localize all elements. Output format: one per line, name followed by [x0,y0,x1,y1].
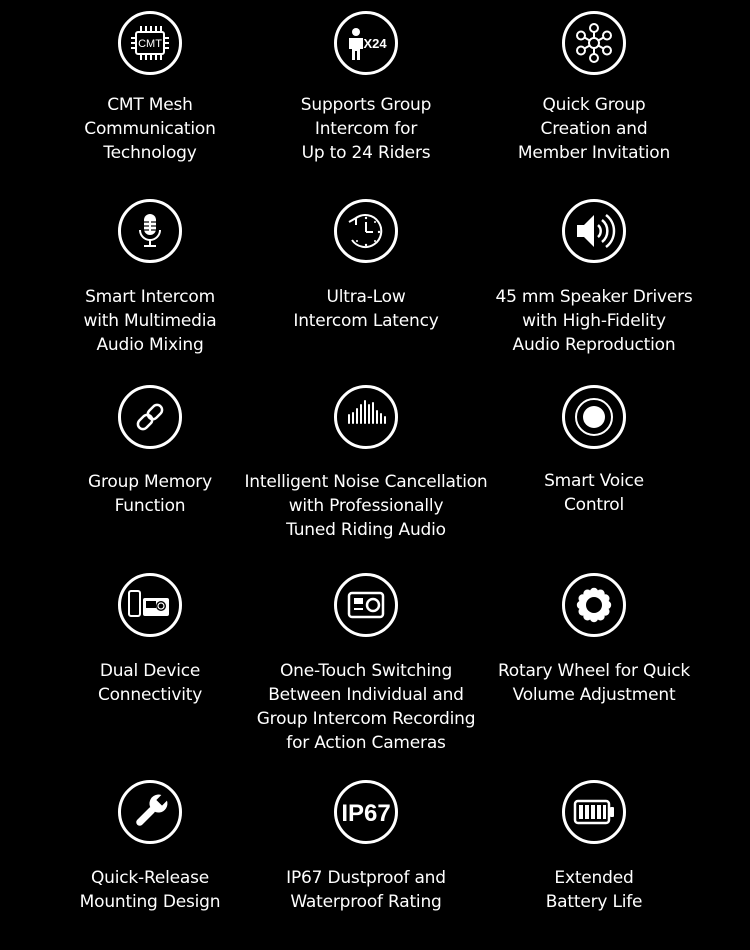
feature-label-line: Quick Group [542,95,646,115]
feature-label-line: 45 mm Speaker Drivers [495,287,693,307]
feature-label-line: Volume Adjustment [512,685,676,705]
feature-label-line: Battery Life [545,892,643,912]
feature-label [241,470,491,542]
feature-one-touch-switching [241,573,491,755]
record-dot-icon [562,385,626,449]
feature-label-line: Audio Reproduction [512,335,676,355]
feature-noise-cancellation [241,385,491,542]
feature-label [469,866,719,914]
feature-label-line: IP67 Dustproof and [286,868,446,888]
feature-label [25,285,275,357]
feature-label [241,866,491,914]
feature-label-line: Dual Device [99,661,201,681]
feature-label-line: Communication [84,119,216,139]
feature-label-line: Intercom Latency [293,311,439,331]
feature-label-line: Creation and [540,119,648,139]
feature-label [25,93,275,165]
feature-ip67 [241,780,491,914]
feature-rotary-wheel [469,573,719,707]
action-camera-icon [334,573,398,637]
feature-label-line: Group Intercom Recording [256,709,476,729]
feature-label-line: with High-Fidelity [522,311,666,331]
wrench-icon [118,780,182,844]
feature-label-line: Extended [554,868,634,888]
feature-label-line: One-Touch Switching [279,661,453,681]
link-icon [118,385,182,449]
feature-dual-device [25,573,275,707]
microphone-icon [118,199,182,263]
feature-label [25,866,275,914]
feature-label-line: Audio Mixing [96,335,204,355]
feature-label-line: with Professionally [288,496,444,516]
feature-quick-group [469,11,719,165]
feature-label-line: Intercom for [314,119,418,139]
sound-wave-icon [334,385,398,449]
feature-ultra-low-latency [241,199,491,333]
feature-label-line: Member Invitation [517,143,671,163]
rider-count-icon [334,11,398,75]
feature-label [241,93,491,165]
feature-label [25,470,275,518]
feature-battery [469,780,719,914]
feature-label-line: Between Individual and [268,685,464,705]
feature-label-line: Quick-Release [90,868,210,888]
feature-label [241,659,491,755]
chip-label: CMT [138,38,162,50]
feature-label-line: Supports Group [300,95,432,115]
feature-smart-intercom [25,199,275,357]
feature-label [469,93,719,165]
ip67-icon [334,780,398,844]
rotary-wheel-icon [562,573,626,637]
feature-label-line: Group Memory [88,472,212,492]
feature-speaker-drivers [469,199,719,357]
feature-label-line: with Multimedia [83,311,217,331]
stopwatch-icon [334,199,398,263]
feature-label [241,285,491,333]
feature-label [469,285,719,357]
feature-label-line: Control [563,495,625,515]
network-icon [562,11,626,75]
battery-icon [562,780,626,844]
feature-label-line: for Action Cameras [286,733,446,753]
feature-label [469,659,719,707]
speaker-icon [562,199,626,263]
phone-camera-icon [118,573,182,637]
feature-label [25,659,275,707]
feature-label-line: Ultra-Low [326,287,406,307]
feature-voice-control [469,385,719,517]
feature-label-line: Rotary Wheel for Quick [497,661,691,681]
feature-label-line: Intelligent Noise Cancellation [244,472,488,492]
feature-label-line: CMT Mesh [107,95,193,115]
feature-label-line: Waterproof Rating [290,892,442,912]
chip-icon [118,11,182,75]
feature-cmt-mesh [25,11,275,165]
feature-group-24 [241,11,491,165]
feature-label-line: Smart Voice [544,471,644,491]
ip67-badge-label: IP67 [341,800,391,827]
feature-label-line: Connectivity [97,685,203,705]
feature-label-line: Tuned Riding Audio [286,520,446,540]
feature-label-line: Smart Intercom [85,287,215,307]
rider-count-label: X24 [363,36,387,51]
feature-quick-release [25,780,275,914]
feature-label-line: Mounting Design [79,892,221,912]
feature-label-line: Function [114,496,186,516]
feature-group-memory [25,385,275,518]
feature-label [469,469,719,517]
feature-label-line: Up to 24 Riders [301,143,431,163]
feature-label-line: Technology [103,143,197,163]
